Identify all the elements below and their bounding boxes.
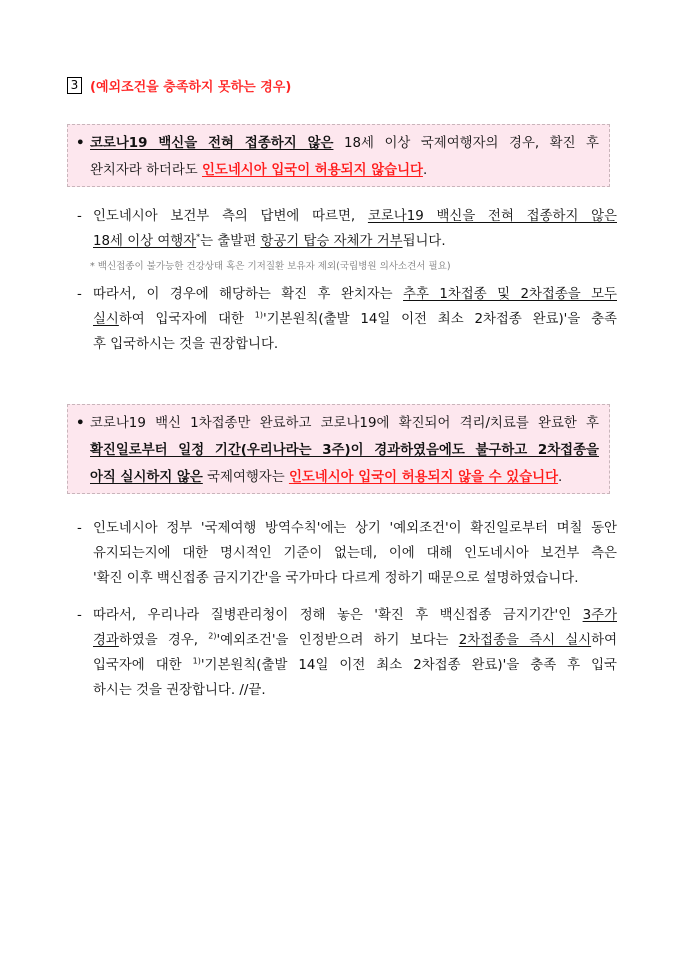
- paragraph-recommendation-2: [77, 603, 617, 703]
- para4-underlined-3: 2차접종을 즉시 실시: [458, 633, 592, 648]
- para2-text: 따라서, 이 경우에 해당하는 확진 후 완치자는: [93, 287, 404, 302]
- para1-underlined-2: 18세 이상 여행자: [93, 234, 197, 249]
- para2-underlined-2: 실시: [93, 312, 119, 327]
- para4-text-2: 하였을 경우,: [118, 633, 209, 648]
- para1-underlined-3: 항공기 탑승 자체가 거부: [260, 234, 403, 249]
- box2-red-text: 인도네시아 입국이 허용되지 않을 수 있습니다: [288, 470, 559, 485]
- dash-marker: -: [77, 209, 82, 224]
- para4-text-6: '기본원칙(출발 14일 이전 최소 2차접종 완료)'을 충족 후 입국: [200, 658, 617, 673]
- bullet-icon: •: [76, 416, 85, 431]
- para4-line-2: [77, 628, 617, 653]
- para4-line-3: [77, 653, 617, 678]
- box2-line-2: 확진일로부터 일정 기간(우리나라는 3주)이 경과하였음에도 불구하고 2차접종을: [90, 443, 599, 458]
- box1-emphasis: 코로나19 백신을 전혀 접종하지 않은: [90, 136, 334, 151]
- box2-text: 국제여행자는: [202, 470, 289, 485]
- paragraph-ministry-answer: [77, 204, 617, 254]
- para1-line-1: [77, 204, 617, 229]
- highlight-box-first-dose-only: [67, 404, 610, 494]
- para1-text-2: 는 출발편: [200, 234, 261, 249]
- para2-text-2: 하여 입국자에 대한: [118, 312, 255, 327]
- para4-text-4: 하여: [591, 633, 618, 648]
- dash-marker: -: [77, 608, 82, 623]
- para4-line-4: 하시는 것을 권장합니다. //끝.: [93, 683, 266, 698]
- box1-text-2: 완치자라 하더라도: [90, 163, 202, 178]
- para4-text: 따라서, 우리나라 질병관리청이 정해 놓은 '확진 후 백신접종 금지기간'인: [93, 608, 583, 623]
- section-number: 3: [67, 77, 82, 94]
- box1-line-2: [78, 157, 599, 184]
- section-title: (예외조건을 충족하지 못하는 경우): [90, 80, 292, 95]
- box1-text: 18세 이상 국제여행자의 경우, 확진 후: [333, 136, 599, 151]
- footnote-ref-1b: 1): [192, 656, 201, 666]
- dash-marker: -: [77, 287, 82, 302]
- box2-emphasis: 아직 실시하지 않은: [90, 470, 203, 485]
- para3-line-1: 인도네시아 정부 '국제여행 방역수칙'에는 상기 '예외조건'이 확진일로부터 며칠 동안: [93, 521, 617, 536]
- para4-text-5: 입국자에 대한: [93, 658, 193, 673]
- para2-line-2: [77, 307, 617, 332]
- para1-text: 인도네시아 보건부 측의 답변에 따르면,: [93, 209, 368, 224]
- para3-line-2: 유지되는지에 대한 명시적인 기준이 없는데, 이에 대해 인도네시아 보건부 측은: [93, 546, 617, 561]
- footnote-star: *: [196, 232, 201, 242]
- box2-line-3: [78, 464, 599, 491]
- dash-marker: -: [77, 521, 82, 536]
- para1-line-2: [77, 229, 617, 254]
- para1-text-3: 됩니다.: [402, 234, 446, 249]
- para4-line-1: [77, 603, 617, 628]
- para3-line-3: '확진 이후 백신접종 금지기간'을 국가마다 다르게 정하기 때문으로 설명하였습니다.: [93, 571, 579, 586]
- footnote-ref-2: 2): [208, 631, 217, 641]
- para4-underlined: 3주가: [582, 608, 617, 623]
- paragraph-indonesia-rules: [77, 516, 617, 591]
- para1-underlined: 코로나19 백신을 전혀 접종하지 않은: [367, 209, 617, 224]
- highlight-box-unvaccinated: [67, 124, 610, 187]
- para2-line-1: [77, 282, 617, 307]
- box1-line-1: [78, 130, 599, 157]
- box1-red-text: 인도네시아 입국이 허용되지 않습니다: [202, 163, 423, 178]
- footnote-ref-1: 1): [254, 310, 263, 320]
- para2-underlined: 추후 1차접종 및 2차접종을 모두: [403, 287, 617, 302]
- box2-period: .: [558, 470, 563, 485]
- box2-line-1: 코로나19 백신 1차접종만 완료하고 코로나19에 확진되어 격리/치료를 완료한 후: [90, 416, 599, 431]
- para2-line-3: 후 입국하시는 것을 권장합니다.: [93, 337, 279, 352]
- footnote: * 백신접종이 불가능한 건강상태 혹은 기저질환 보유자 제외(국립병원 의사소견서 필요): [90, 261, 451, 272]
- section-heading: [67, 76, 291, 95]
- box1-period: .: [422, 163, 428, 178]
- bullet-icon: •: [76, 136, 85, 151]
- paragraph-recommendation-1: [77, 282, 617, 357]
- para2-text-3: '기본원칙(출발 14일 이전 최소 2차접종 완료)'을 충족: [263, 312, 617, 327]
- para4-underlined-2: 경과: [93, 633, 119, 648]
- para4-text-3: '예외조건'을 인정받으려 하기 보다는: [216, 633, 459, 648]
